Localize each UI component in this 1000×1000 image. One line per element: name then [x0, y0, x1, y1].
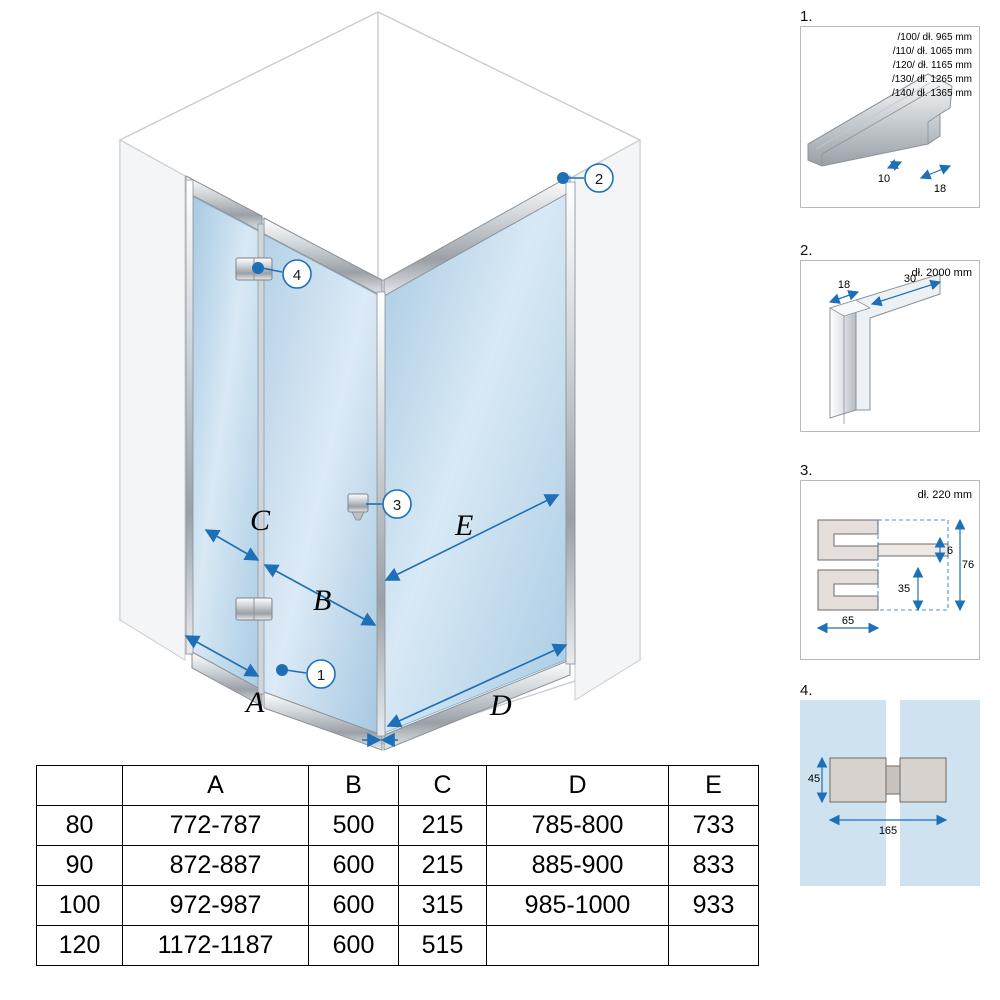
- cell-c: 515: [399, 926, 487, 966]
- detail-4-dim-165: 165: [878, 825, 898, 837]
- detail-2-number: 2.: [800, 242, 813, 259]
- table-header-b: B: [309, 766, 399, 806]
- callout-3-label: 3: [392, 497, 402, 514]
- detail-4-number: 4.: [800, 682, 813, 699]
- label-C: C: [250, 504, 271, 537]
- detail-3-dim-76: 76: [961, 559, 975, 571]
- right-wall: [575, 140, 640, 700]
- spec-table: [36, 765, 759, 966]
- label-E: E: [455, 509, 474, 542]
- detail-1-line-1: /110/ dł. 1065 mm: [892, 46, 972, 57]
- cell-b: 600: [309, 886, 399, 926]
- detail-1-line-3: /130/ dł. 1265 mm: [891, 74, 972, 85]
- detail-3-length: dł. 220 mm: [917, 489, 972, 501]
- detail-1-line-2: /120/ dł. 1165 mm: [892, 60, 972, 71]
- cell-a: 972-987: [123, 886, 309, 926]
- cell-c: 215: [399, 806, 487, 846]
- detail-2-dim-18: 18: [837, 279, 851, 291]
- table-header-d: D: [487, 766, 669, 806]
- callout-4-label: 4: [292, 267, 302, 284]
- left-wall: [120, 140, 185, 660]
- detail-1: [800, 26, 980, 208]
- cell-d: 985-1000: [487, 886, 669, 926]
- label-D: D: [490, 689, 512, 722]
- table-header-size: [37, 766, 123, 806]
- cell-d: 785-800: [487, 806, 669, 846]
- hinge-lower: [236, 598, 272, 620]
- detail-2-dim-30: 30: [903, 273, 917, 285]
- cell-e: 833: [669, 846, 759, 886]
- detail-1-number: 1.: [800, 8, 813, 25]
- cell-size: 80: [37, 806, 123, 846]
- table-header-c: C: [399, 766, 487, 806]
- detail-4: [800, 700, 980, 886]
- table-header-e: E: [669, 766, 759, 806]
- cell-size: 90: [37, 846, 123, 886]
- label-B: B: [313, 584, 332, 617]
- table-row: [37, 886, 759, 926]
- cell-b: 600: [309, 846, 399, 886]
- detail-4-dim-45: 45: [807, 773, 821, 785]
- table-row: [37, 806, 759, 846]
- cell-e: [669, 926, 759, 966]
- cell-a: 772-787: [123, 806, 309, 846]
- table-row: [37, 846, 759, 886]
- cell-b: 500: [309, 806, 399, 846]
- detail-3-dim-65: 65: [841, 615, 855, 627]
- cell-size: 100: [37, 886, 123, 926]
- cell-a: 1172-1187: [123, 926, 309, 966]
- detail-3-number: 3.: [800, 462, 813, 479]
- cell-c: 315: [399, 886, 487, 926]
- detail-1-line-4: /140/ dł. 1365 mm: [891, 88, 972, 99]
- detail-1-dim-18: 18: [933, 183, 947, 195]
- callout-2-label: 2: [594, 171, 604, 188]
- cell-a: 872-887: [123, 846, 309, 886]
- cell-d: [487, 926, 669, 966]
- callout-1-label: 1: [316, 667, 326, 684]
- cell-size: 120: [37, 926, 123, 966]
- detail-1-dim-10: 10: [877, 173, 891, 185]
- cell-c: 215: [399, 846, 487, 886]
- table-row: [37, 926, 759, 966]
- detail-3-dim-6: 6: [946, 545, 954, 557]
- table-header-row: [37, 766, 759, 806]
- cell-e: 733: [669, 806, 759, 846]
- table-header-a: A: [123, 766, 309, 806]
- cell-d: 885-900: [487, 846, 669, 886]
- cell-b: 600: [309, 926, 399, 966]
- detail-1-line-0: /100/ dł. 965 mm: [897, 32, 972, 43]
- detail-2-length: dł. 2000 mm: [911, 267, 972, 279]
- detail-3-dim-35: 35: [897, 583, 911, 595]
- detail-3: [800, 480, 980, 660]
- cell-e: 933: [669, 886, 759, 926]
- label-A: A: [246, 686, 265, 719]
- detail-2: [800, 260, 980, 432]
